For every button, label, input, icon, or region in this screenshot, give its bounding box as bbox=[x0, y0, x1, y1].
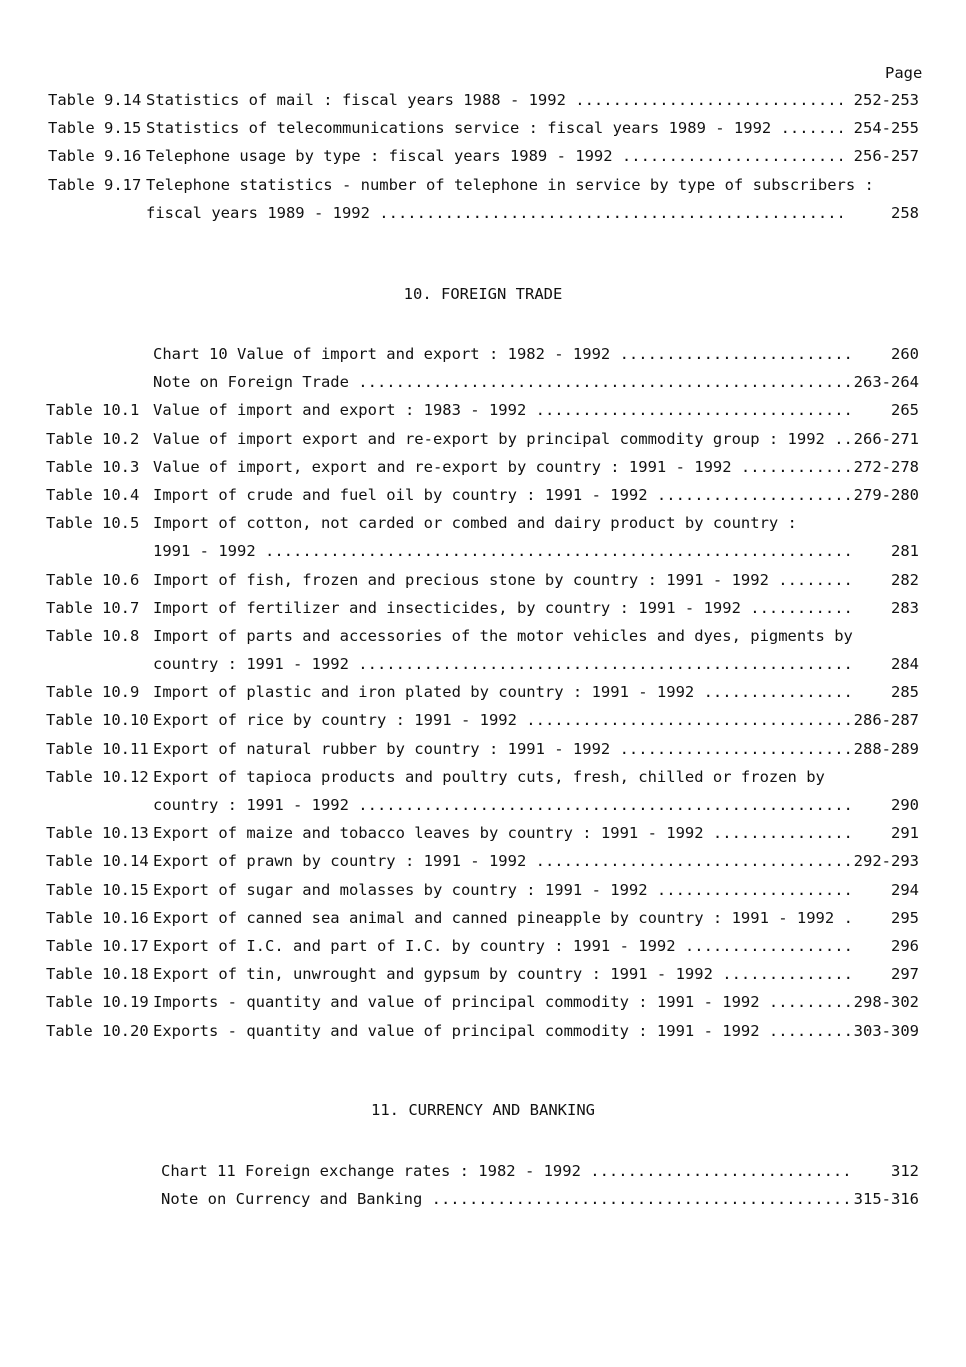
toc-entry bbox=[0, 932, 966, 960]
toc-entry-page: 265 bbox=[891, 401, 919, 420]
toc-entry-title: Import of crude and fuel oil by country : 1991 - 1992 ..... bbox=[153, 481, 850, 509]
toc-entry-title: Value of import export and re-export by principal commodity group : 1992 ..... bbox=[153, 425, 850, 453]
toc-entry-page: 256-257 bbox=[853, 147, 919, 166]
toc-entry-title: Export of sugar and molasses by country : 1991 - 1992 ..... bbox=[153, 876, 850, 904]
toc-entry bbox=[0, 509, 966, 537]
toc-entry-page: 297 bbox=[891, 965, 919, 984]
section-11-heading: 11. CURRENCY AND BANKING bbox=[371, 1101, 595, 1119]
toc-entry bbox=[0, 171, 966, 199]
toc-entry-page: 254-255 bbox=[853, 119, 919, 138]
toc-entry-page: 303-309 bbox=[853, 1021, 919, 1040]
toc-entry-title: Imports - quantity and value of principal commodity : 1991 - 1992 ..... bbox=[153, 988, 850, 1016]
toc-entry-page: 284 bbox=[891, 655, 919, 674]
toc-entry-label: Table 10.10 bbox=[46, 711, 149, 730]
toc-entry-title: country : 1991 - 1992 ..... bbox=[153, 791, 850, 819]
toc-entry-label: Table 10.15 bbox=[46, 880, 149, 899]
toc-entry-label: Table 10.8 bbox=[46, 626, 140, 645]
toc-entry-label: Table 10.12 bbox=[46, 767, 149, 786]
section-9-entry-list bbox=[0, 86, 966, 227]
toc-entry-label: Table 10.19 bbox=[46, 993, 149, 1012]
toc-entry bbox=[0, 1185, 966, 1213]
toc-entry bbox=[0, 706, 966, 734]
toc-entry-label: Table 10.11 bbox=[46, 739, 149, 758]
toc-entry-page: 266-271 bbox=[853, 429, 919, 448]
toc-entry bbox=[0, 142, 966, 170]
toc-entry-title: Note on Currency and Banking ..... bbox=[161, 1185, 850, 1213]
toc-entry-title: Export of maize and tobacco leaves by country : 1991 - 1992 ..... bbox=[153, 819, 850, 847]
toc-entry-label: Table 10.20 bbox=[46, 1021, 149, 1040]
toc-entry-label: Table 10.5 bbox=[46, 514, 140, 533]
toc-entry bbox=[0, 1157, 966, 1185]
toc-entry-label: Table 9.15 bbox=[48, 119, 142, 138]
toc-entry bbox=[0, 819, 966, 847]
toc-entry bbox=[0, 650, 966, 678]
toc-entry bbox=[0, 847, 966, 875]
toc-entry bbox=[0, 114, 966, 142]
toc-entry-page: 291 bbox=[891, 824, 919, 843]
toc-entry bbox=[0, 453, 966, 481]
toc-entry-label: Table 10.18 bbox=[46, 965, 149, 984]
toc-entry-title: Import of parts and accessories of the motor vehicles and dyes, pigments by bbox=[153, 626, 853, 645]
toc-entry-page: 288-289 bbox=[853, 739, 919, 758]
toc-entry-title: Telephone usage by type : fiscal years 1989 - 1992 ..... bbox=[146, 142, 842, 170]
toc-entry-title: Chart 11 Foreign exchange rates : 1982 - 1992 ..... bbox=[161, 1157, 850, 1185]
toc-entry-page: 279-280 bbox=[853, 485, 919, 504]
toc-entry-page: 286-287 bbox=[853, 711, 919, 730]
toc-entry-title: Telephone statistics - number of telephone in service by type of subscribers : bbox=[146, 175, 874, 194]
toc-entry-title: Export of natural rubber by country : 1991 - 1992 ..... bbox=[153, 735, 850, 763]
toc-entry-label: Table 10.2 bbox=[46, 429, 140, 448]
toc-entry-title: Value of import and export : 1983 - 1992 ..... bbox=[153, 396, 850, 424]
toc-entry bbox=[0, 425, 966, 453]
section-10-entry-list bbox=[0, 340, 966, 1045]
toc-entry-page: 263-264 bbox=[853, 373, 919, 392]
toc-entry bbox=[0, 396, 966, 424]
toc-entry-label: Table 10.13 bbox=[46, 824, 149, 843]
toc-entry-label: Table 10.17 bbox=[46, 936, 149, 955]
toc-entry-label: Table 10.7 bbox=[46, 598, 140, 617]
toc-entry-label: Table 10.14 bbox=[46, 852, 149, 871]
page-column-label: Page bbox=[885, 64, 923, 82]
toc-entry-page: 312 bbox=[891, 1162, 919, 1180]
toc-entry bbox=[0, 481, 966, 509]
toc-entry-page: 292-293 bbox=[853, 852, 919, 871]
toc-entry-title: fiscal years 1989 - 1992 ..... bbox=[146, 199, 842, 227]
toc-entry-title: country : 1991 - 1992 ..... bbox=[153, 650, 850, 678]
toc-entry-title: Export of tin, unwrought and gypsum by country : 1991 - 1992 ..... bbox=[153, 960, 850, 988]
toc-entry-title: Export of canned sea animal and canned pineapple by country : 1991 - 1992 ..... bbox=[153, 904, 850, 932]
toc-entry-page: 285 bbox=[891, 683, 919, 702]
section-10-heading: 10. FOREIGN TRADE bbox=[403, 285, 563, 303]
toc-entry-title: Statistics of telecommunications service : fiscal years 1989 - 1992 ..... bbox=[146, 114, 842, 142]
toc-entry-page: 272-278 bbox=[853, 457, 919, 476]
toc-entry-page: 298-302 bbox=[853, 993, 919, 1012]
toc-entry-page: 282 bbox=[891, 570, 919, 589]
toc-entry bbox=[0, 566, 966, 594]
toc-entry-title: Import of plastic and iron plated by country : 1991 - 1992 ..... bbox=[153, 678, 850, 706]
toc-entry bbox=[0, 368, 966, 396]
toc-entry bbox=[0, 791, 966, 819]
toc-entry-title: 1991 - 1992 ..... bbox=[153, 537, 850, 565]
toc-entry bbox=[0, 876, 966, 904]
toc-entry-label: Table 9.17 bbox=[48, 175, 142, 194]
toc-entry-label: Table 9.14 bbox=[48, 91, 142, 109]
toc-entry-label: Table 10.6 bbox=[46, 570, 140, 589]
toc-entry-title: Statistics of mail : fiscal years 1988 - 1992 ..... bbox=[146, 86, 842, 114]
toc-entry bbox=[0, 763, 966, 791]
toc-entry-page: 252-253 bbox=[853, 91, 919, 109]
toc-entry-page: 283 bbox=[891, 598, 919, 617]
toc-entry bbox=[0, 537, 966, 565]
toc-entry-label: Table 10.3 bbox=[46, 457, 140, 476]
toc-entry-title: Export of rice by country : 1991 - 1992 ..... bbox=[153, 706, 850, 734]
toc-entry bbox=[0, 904, 966, 932]
toc-entry-title: Import of fertilizer and insecticides, by country : 1991 - 1992 ..... bbox=[153, 594, 850, 622]
toc-entry bbox=[0, 594, 966, 622]
toc-entry bbox=[0, 622, 966, 650]
toc-entry-title: Export of I.C. and part of I.C. by country : 1991 - 1992 ..... bbox=[153, 932, 850, 960]
toc-entry-label: Table 10.16 bbox=[46, 908, 149, 927]
toc-entry-page: 281 bbox=[891, 542, 919, 561]
toc-entry-title: Export of prawn by country : 1991 - 1992 ..... bbox=[153, 847, 850, 875]
toc-entry-title: Import of fish, frozen and precious stone by country : 1991 - 1992 ..... bbox=[153, 566, 850, 594]
toc-entry-page: 315-316 bbox=[853, 1190, 919, 1209]
toc-entry bbox=[0, 1017, 966, 1045]
toc-entry-title: Export of tapioca products and poultry cuts, fresh, chilled or frozen by bbox=[153, 767, 825, 786]
toc-entry-title: Import of cotton, not carded or combed and dairy product by country : bbox=[153, 514, 797, 533]
toc-entry bbox=[0, 735, 966, 763]
toc-entry bbox=[0, 678, 966, 706]
toc-entry-title: Value of import, export and re-export by country : 1991 - 1992 ..... bbox=[153, 453, 850, 481]
toc-entry-page: 295 bbox=[891, 908, 919, 927]
toc-entry-page: 260 bbox=[891, 345, 919, 363]
toc-entry bbox=[0, 340, 966, 368]
toc-entry-page: 294 bbox=[891, 880, 919, 899]
toc-entry bbox=[0, 199, 966, 227]
toc-entry bbox=[0, 988, 966, 1016]
toc-entry-label: Table 9.16 bbox=[48, 147, 142, 166]
toc-entry-label: Table 10.9 bbox=[46, 683, 140, 702]
toc-entry-title: Note on Foreign Trade ..... bbox=[153, 368, 850, 396]
toc-entry-title: Exports - quantity and value of principal commodity : 1991 - 1992 ..... bbox=[153, 1017, 850, 1045]
toc-entry-title: Chart 10 Value of import and export : 1982 - 1992 ..... bbox=[153, 340, 850, 368]
toc-entry-page: 296 bbox=[891, 936, 919, 955]
toc-entry bbox=[0, 86, 966, 114]
section-11-entry-list bbox=[0, 1157, 966, 1213]
toc-entry bbox=[0, 960, 966, 988]
toc-entry-label: Table 10.4 bbox=[46, 485, 140, 504]
toc-entry-page: 258 bbox=[891, 203, 919, 222]
toc-entry-page: 290 bbox=[891, 796, 919, 814]
toc-entry-label: Table 10.1 bbox=[46, 401, 140, 420]
